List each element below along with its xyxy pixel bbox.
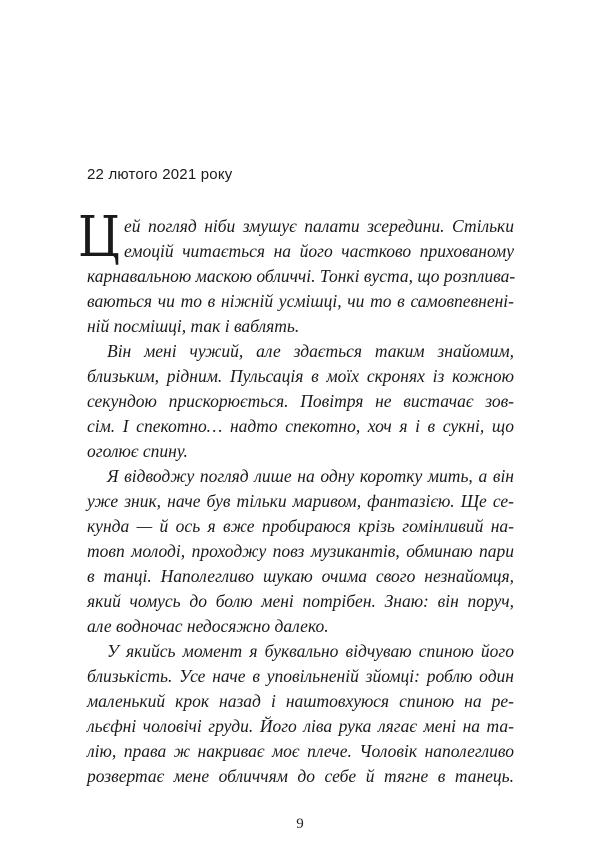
text-line: оголює спину. <box>87 441 188 461</box>
text-line: Я відводжу погляд лише на одну коротку мить, а він <box>107 466 514 486</box>
text-line: маленький крок назад і наштовхуюся спиною на ре- <box>87 691 514 711</box>
text-line: льєфні чоловічі груди. Його ліва рука лягає мені на та- <box>87 716 514 736</box>
text-line: сім. І спекотно… надто спекотно, хоч я і в сукні, що <box>87 416 514 436</box>
text-line: розвертає мене обличчям до себе й тягне в танець. <box>87 766 514 786</box>
text-line: Він мені чужий, але здається таким знайомим, <box>107 341 514 361</box>
text-line: секундою прискорюється. Повітря не вистачає зов- <box>87 391 514 411</box>
text-line: близькість. Усе наче в уповільненій зйомці: роблю один <box>87 666 514 686</box>
chapter-date: 22 лютого 2021 року <box>87 166 233 183</box>
text-line: карнавальною маскою обличчі. Тонкі вуста, що розплива- <box>87 266 516 286</box>
text-line: товп молоді, проходжу повз музикантів, обминаю пари <box>87 541 514 561</box>
text-line: ній посмішці, так і ваблять. <box>87 316 300 336</box>
text-line: уже зник, наче був тільки маривом, фантазією. Ще се- <box>87 491 514 511</box>
text-line: лію, права ж накриває моє плече. Чоловік наполегливо <box>87 741 514 761</box>
text-line: близьким, рідним. Пульсація в моїх скронях із кожною <box>87 366 514 386</box>
text-line: емоцій читається на його частково прихованому <box>124 241 514 261</box>
text-line: ваються чи то в ніжній усмішці, чи то в самовпевнені- <box>87 291 514 311</box>
text-line: який чомусь до болю мені потрібен. Знаю: він поруч, <box>87 591 514 611</box>
drop-cap: Ц <box>78 205 121 270</box>
text-line: але водночас недосяжно далеко. <box>87 616 329 636</box>
text-line: кунда — й ось я вже пробираюся крізь гомінливий на- <box>87 516 514 536</box>
text-line: ей погляд ніби змушує палати зсередини. Стільки <box>124 216 514 236</box>
text-line: У якийсь момент я буквально відчуваю спиною його <box>107 641 514 661</box>
text-line: в танці. Наполегливо шукаю очима свого незнайомця, <box>87 566 514 586</box>
page-number: 9 <box>296 816 304 832</box>
